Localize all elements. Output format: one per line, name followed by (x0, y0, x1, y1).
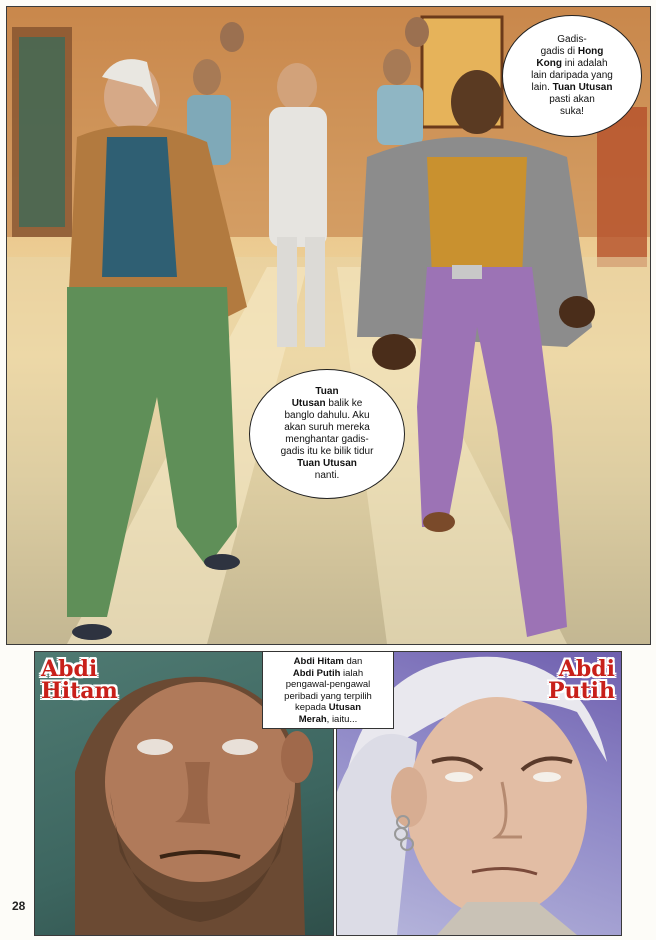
caption-line: pengawal-pengawal (285, 679, 371, 690)
caption-line: Merah, iaitu... (298, 713, 358, 725)
bubble-text-line: Tuan (315, 386, 339, 397)
abdi-putih-label (548, 658, 615, 702)
bubble-text-line: lain daripada yang (531, 70, 613, 81)
bubble-text-line: Kong ini adalah (536, 58, 608, 69)
bubble-text-line: lain. Tuan Utusan (531, 82, 613, 93)
bubble-text-line: nanti. (314, 470, 340, 481)
bubble-text-line: gadis itu ke bilik tidur (280, 446, 374, 457)
label-line: Putih (547, 678, 615, 704)
abdi-hitam-label (41, 658, 118, 702)
bubble-text-line: menghantar gadis- (285, 434, 369, 445)
narration-caption-box (262, 651, 394, 729)
page-number: 28 (12, 899, 26, 913)
speech-bubble-middle (249, 369, 405, 499)
caption-line: peribadi yang terpilih (284, 690, 372, 702)
caption-line: Abdi Putih ialah (292, 667, 364, 679)
bubble-text-line: gadis di Hong (540, 46, 604, 57)
label-line: Abdi (41, 656, 98, 682)
bubble-text-line: Utusan balik ke (291, 398, 363, 409)
bubble-text-line: banglo dahulu. Aku (284, 410, 370, 421)
bubble-text-line: akan suruh mereka (284, 422, 370, 433)
label-line: Abdi (558, 656, 615, 682)
bubble-text-line: pasti akan (549, 94, 595, 105)
bubble-text-line: Tuan Utusan (297, 458, 357, 469)
caption-line: Abdi Hitam dan (293, 656, 363, 667)
caption-line: kepada Utusan (294, 702, 361, 713)
bubble-text-line: Gadis- (557, 34, 587, 45)
bubble-text-line: suka! (560, 106, 584, 117)
top-comic-panel (6, 6, 651, 645)
label-line: Hitam (41, 678, 118, 704)
speech-bubble-top-right (502, 15, 642, 137)
